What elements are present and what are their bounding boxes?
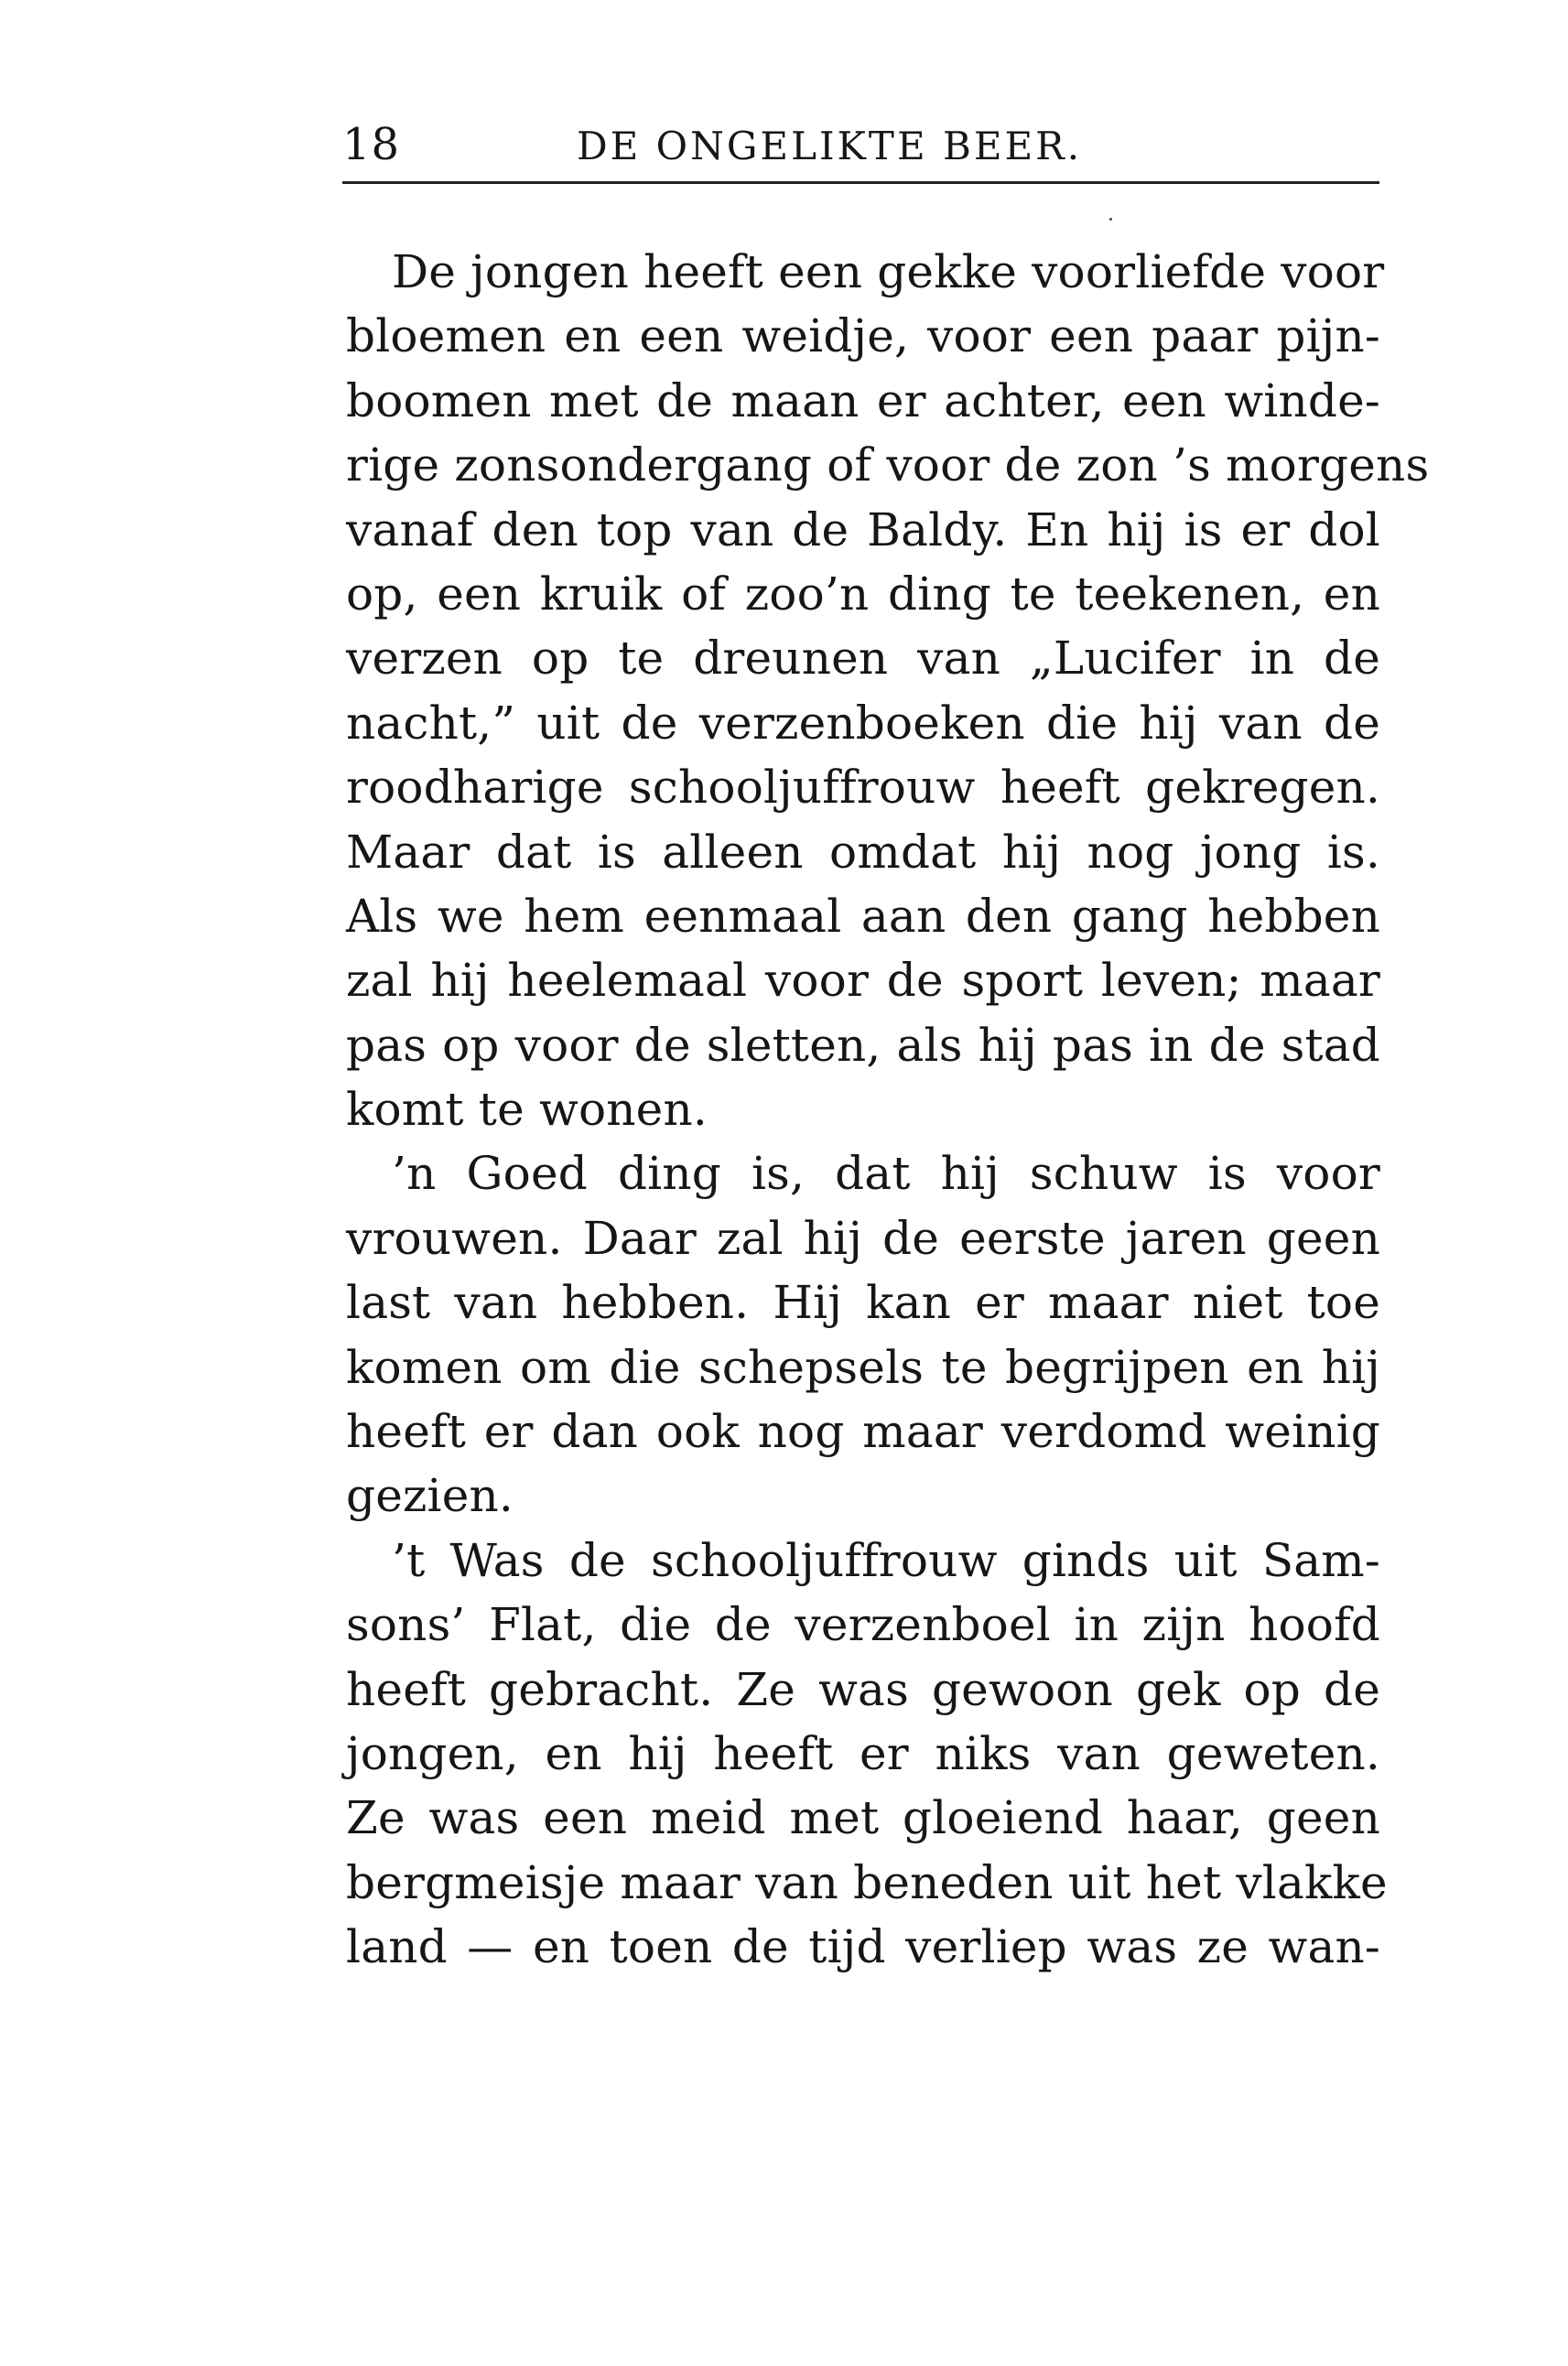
- text-line: pas op voor de sletten, als hij pas in de stad: [346, 1018, 1380, 1072]
- text-line: heeft er dan ook nog maar verdomd weinig: [346, 1405, 1380, 1459]
- text-line: last van hebben. Hij kan er maar niet toe: [346, 1276, 1380, 1330]
- text-line: rige zonsondergang of voor de zon ’s morgens: [346, 438, 1430, 492]
- text-line: Maar dat is alleen omdat hij nog jong is.: [346, 825, 1380, 879]
- text-line: Ze was een meid met gloeiend haar, geen: [346, 1791, 1380, 1845]
- text-line: heeft gebracht. Ze was gewoon gek op de: [346, 1662, 1380, 1716]
- text-line: vrouwen. Daar zal hij de eerste jaren geen: [346, 1211, 1380, 1265]
- text-line: komen om die schepsels te begrijpen en hij: [346, 1340, 1380, 1394]
- text-line: bloemen en een weidje, voor een paar pijn-: [346, 309, 1380, 363]
- text-line: jongen, en hij heeft er niks van geweten.: [346, 1726, 1380, 1780]
- text-line: zal hij heelemaal voor de sport leven; maar: [346, 954, 1380, 1008]
- text-line: komt te wonen.: [346, 1083, 708, 1137]
- text-line: vanaf den top van de Baldy. En hij is er dol: [346, 502, 1380, 556]
- running-title: DE ONGELIKTE BEER.: [577, 124, 1083, 168]
- text-line: ’t Was de schooljuffrouw ginds uit Sam-: [392, 1533, 1380, 1587]
- text-line: nacht,” uit de verzenboeken die hij van de: [346, 696, 1380, 750]
- text-line: roodharige schooljuffrouw heeft gekregen.: [346, 761, 1380, 815]
- text-line: bergmeisje maar van beneden uit het vlakke: [346, 1855, 1388, 1909]
- body-text: [346, 240, 1430, 1980]
- text-line: boomen met de maan er achter, een winde-: [346, 373, 1380, 427]
- text-line: De jongen heeft een gekke voorliefde voor: [392, 245, 1385, 298]
- text-line: Als we hem eenmaal aan den gang hebben: [346, 889, 1380, 943]
- text-line: op, een kruik of zoo’n ding te teekenen, en: [346, 567, 1380, 621]
- text-line: ’n Goed ding is, dat hij schuw is voor: [392, 1147, 1380, 1201]
- text-line: verzen op te dreunen van „Lucifer in de: [346, 632, 1380, 686]
- running-head: [342, 108, 1379, 184]
- text-line: land — en toen de tijd verliep was ze wan-: [346, 1920, 1380, 1974]
- page-number: 18: [342, 119, 401, 170]
- print-speck: [1109, 218, 1112, 221]
- text-line: gezien.: [346, 1469, 514, 1523]
- text-line: sons’ Flat, die de verzenboel in zijn hoofd: [346, 1598, 1380, 1652]
